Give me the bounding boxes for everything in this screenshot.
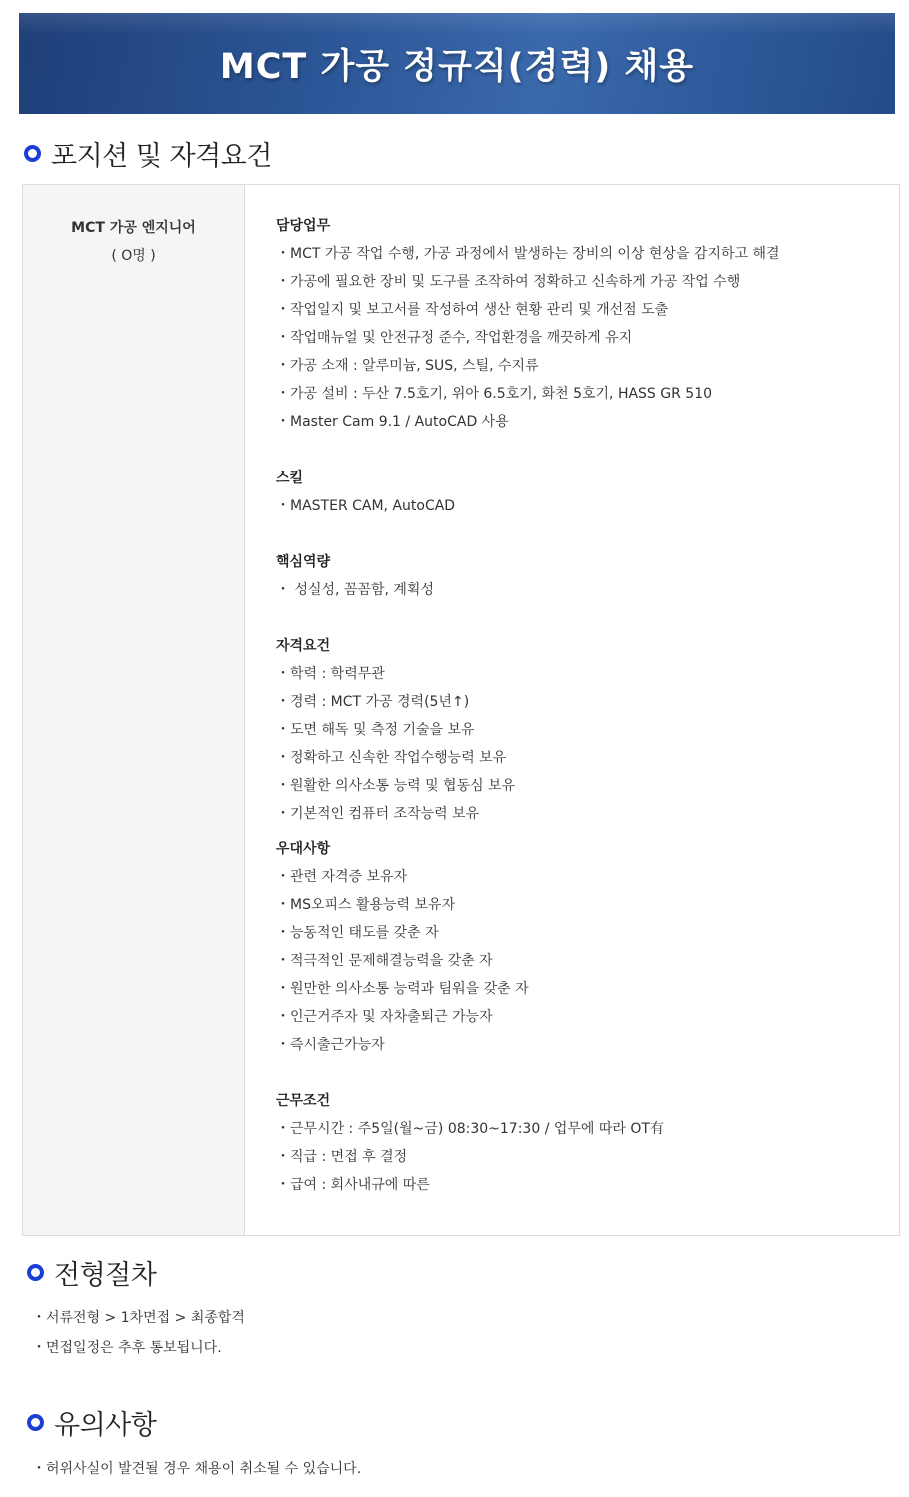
- list-item: ・작업일지 및 보고서를 작성하여 생산 현황 관리 및 개선점 도출: [276, 302, 669, 318]
- list-item: ・가공 설비 : 두산 7.5호기, 위아 6.5호기, 화천 5호기, HASS GR 510: [276, 386, 713, 402]
- section-heading-notice: [27, 1403, 156, 1442]
- conditions-title: 근무조건: [276, 1093, 331, 1109]
- list-item: ・경력 : MCT 가공 경력(5년↑): [276, 694, 470, 710]
- list-item: ・원활한 의사소통 능력 및 협동심 보유: [276, 778, 516, 794]
- circle-bullet-icon: [27, 1414, 44, 1431]
- list-item: ・학력 : 학력무관: [276, 666, 385, 682]
- qualifications-title: 자격요건: [276, 638, 331, 654]
- competency-title: 핵심역량: [276, 554, 331, 570]
- skills-title: 스킬: [276, 470, 304, 486]
- section-title: 전형절차: [54, 1260, 157, 1291]
- list-item: ・원만한 의사소통 능력과 팀워을 갖춘 자: [276, 981, 529, 997]
- list-item: ・즉시출근가능자: [276, 1037, 385, 1053]
- list-item: ・급여 : 회사내규에 따른: [276, 1177, 430, 1193]
- list-item: ・가공에 필요한 장비 및 도구를 조작하여 정확하고 신속하게 가공 작업 수행: [276, 274, 741, 290]
- circle-bullet-icon: [27, 1264, 44, 1281]
- list-item: ・허위사실이 발견될 경우 채용이 취소될 수 있습니다.: [32, 1461, 362, 1477]
- list-item: ・관련 자격증 보유자: [276, 869, 408, 885]
- list-item: ・MS오피스 활용능력 보유자: [276, 897, 456, 913]
- position-headcount: ( O명 ): [111, 248, 156, 264]
- preferred-title: 우대사항: [276, 841, 331, 857]
- list-item: ・면접일정은 추후 통보됩니다.: [32, 1340, 222, 1356]
- position-detail-cell: [245, 185, 899, 1235]
- list-item: ・도면 해독 및 측정 기술을 보유: [276, 722, 475, 738]
- list-item: ・직급 : 면접 후 결정: [276, 1149, 408, 1165]
- section-title: 유의사항: [54, 1410, 157, 1441]
- list-item: ・작업매뉴얼 및 안전규정 준수, 작업환경을 깨끗하게 유지: [276, 330, 633, 346]
- circle-bullet-icon: [24, 145, 41, 162]
- page-title: MCT 가공 정규직(경력) 채용: [219, 46, 695, 87]
- list-item: ・적극적인 문제해결능력을 갖춘 자: [276, 953, 493, 969]
- list-item: ・정확하고 신속한 작업수행능력 보유: [276, 750, 507, 766]
- section-title: 포지션 및 자격요건: [51, 141, 272, 172]
- list-item: ・Master Cam 9.1 / AutoCAD 사용: [276, 414, 509, 430]
- duties-title: 담당업무: [276, 218, 331, 234]
- header-banner: [19, 13, 895, 114]
- list-item: ・서류전형 > 1차면접 > 최종합격: [32, 1310, 245, 1326]
- position-name: MCT 가공 엔지니어: [71, 220, 196, 236]
- list-item: ・근무시간 : 주5일(월~금) 08:30~17:30 / 업무에 따라 OT有: [276, 1121, 664, 1137]
- list-item: ・인근거주자 및 자차출퇴근 가능자: [276, 1009, 493, 1025]
- section-heading-process: [27, 1253, 156, 1292]
- position-label-cell: [23, 185, 245, 1235]
- section-heading-position: [24, 134, 272, 173]
- list-item: ・기본적인 컴퓨터 조작능력 보유: [276, 806, 480, 822]
- list-item: ・능동적인 태도를 갖춘 자: [276, 925, 439, 941]
- list-item: ・ 성실성, 꼼꼼함, 계획성: [276, 582, 434, 598]
- list-item: ・가공 소재 : 알루미늄, SUS, 스틸, 수지류: [276, 358, 539, 374]
- position-table: [22, 184, 900, 1236]
- list-item: ・MCT 가공 작업 수행, 가공 과정에서 발생하는 장비의 이상 현상을 감지하고 해결: [276, 246, 780, 262]
- list-item: ・MASTER CAM, AutoCAD: [276, 498, 456, 514]
